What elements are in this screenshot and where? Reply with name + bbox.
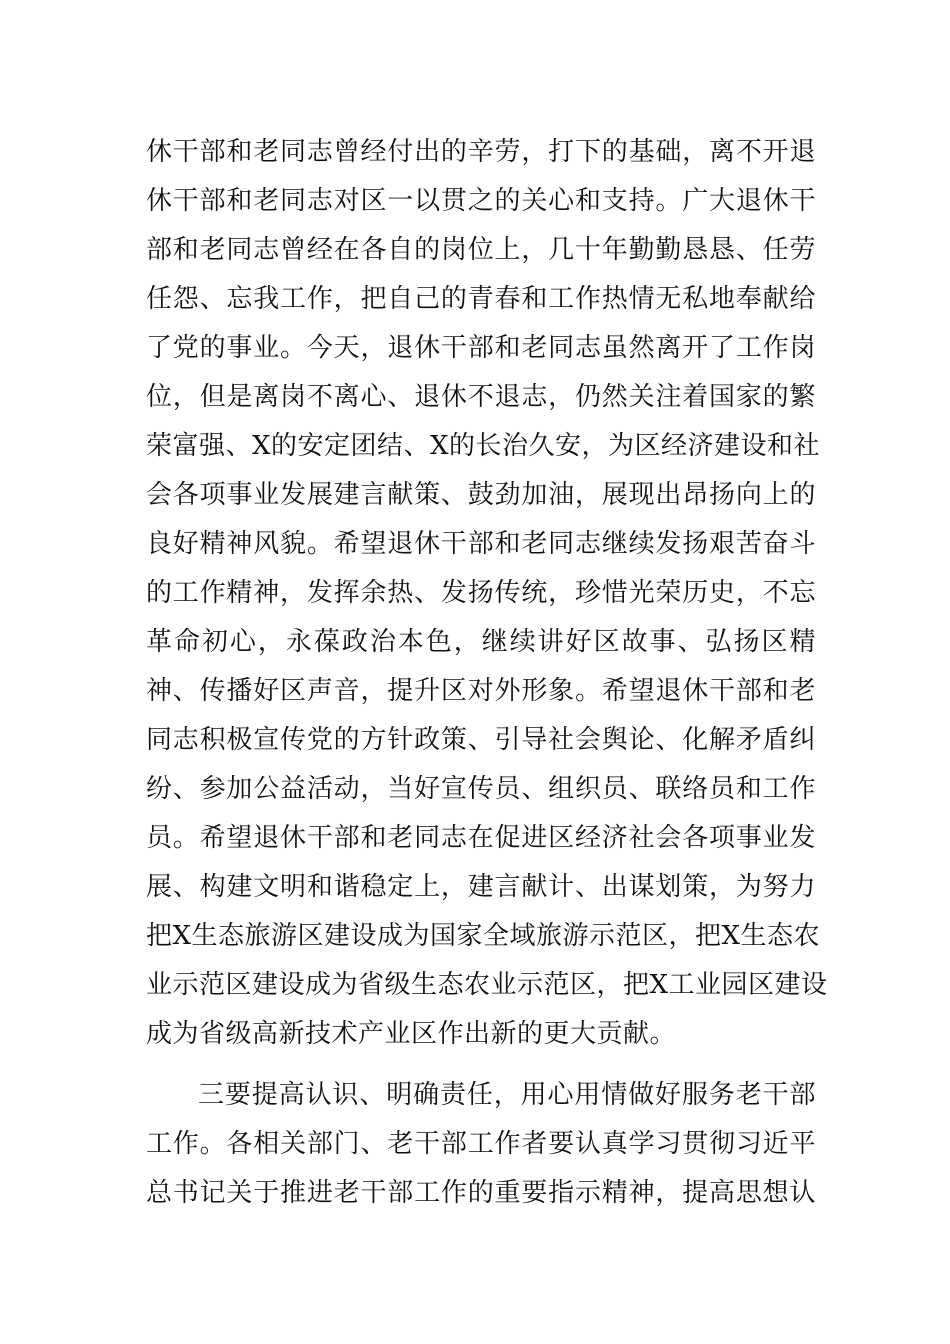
- text-line: 荣富强、X的安定团结、X的长治久安，为区经济建设和社: [146, 431, 821, 461]
- text-line: 员。希望退休干部和老同志在促进区经济社会各项事业发: [146, 823, 816, 853]
- text-line: 了党的事业。今天，退休干部和老同志虽然离开了工作岗: [146, 333, 816, 363]
- text-line: 纷、参加公益活动，当好宣传员、组织员、联络员和工作: [146, 774, 816, 804]
- text-line: 任怨、忘我工作，把自己的青春和工作热情无私地奉献给: [146, 284, 816, 314]
- text-line: 神、传播好区声音，提升区对外形象。希望退休干部和老: [146, 676, 816, 706]
- body-text: [146, 128, 828, 1218]
- text-line: 同志积极宣传党的方针政策、引导社会舆论、化解矛盾纠: [146, 725, 816, 755]
- text-line-indented: 三要提高认识、明确责任，用心用情做好服务老干部: [198, 1080, 816, 1110]
- text-line: 休干部和老同志对区一以贯之的关心和支持。广大退休干: [146, 186, 816, 216]
- text-line: 总书记关于推进老干部工作的重要指示精神，提高思想认: [146, 1178, 816, 1208]
- text-line: 良好精神风貌。希望退休干部和老同志继续发扬艰苦奋斗: [146, 529, 816, 559]
- paragraph-gap: [146, 1059, 816, 1071]
- text-line: 展、构建文明和谐稳定上，建言献计、出谋划策，为努力: [146, 872, 816, 902]
- text-line: 休干部和老同志曾经付出的辛劳，打下的基础，离不开退: [146, 137, 816, 167]
- text-line: 部和老同志曾经在各自的岗位上，几十年勤勤恳恳、任劳: [146, 235, 816, 265]
- text-line: 革命初心，永葆政治本色，继续讲好区故事、弘扬区精: [146, 627, 816, 657]
- paragraph-1: [146, 128, 828, 1059]
- text-line: 把X生态旅游区建设成为国家全域旅游示范区，把X生态农: [146, 921, 821, 951]
- text-line: 工作。各相关部门、老干部工作者要认真学习贯彻习近平: [146, 1129, 816, 1159]
- text-line: 位，但是离岗不离心、退休不退志，仍然关注着国家的繁: [146, 382, 816, 412]
- paragraph-2: [146, 1071, 816, 1218]
- text-line: 成为省级高新技术产业区作出新的更大贡献。: [146, 1019, 677, 1049]
- text-line: 会各项事业发展建言献策、鼓劲加油，展现出昂扬向上的: [146, 480, 816, 510]
- text-line: 业示范区建设成为省级生态农业示范区，把X工业园区建设: [146, 970, 828, 1000]
- text-line: 的工作精神，发挥余热、发扬传统，珍惜光荣历史，不忘: [146, 578, 816, 608]
